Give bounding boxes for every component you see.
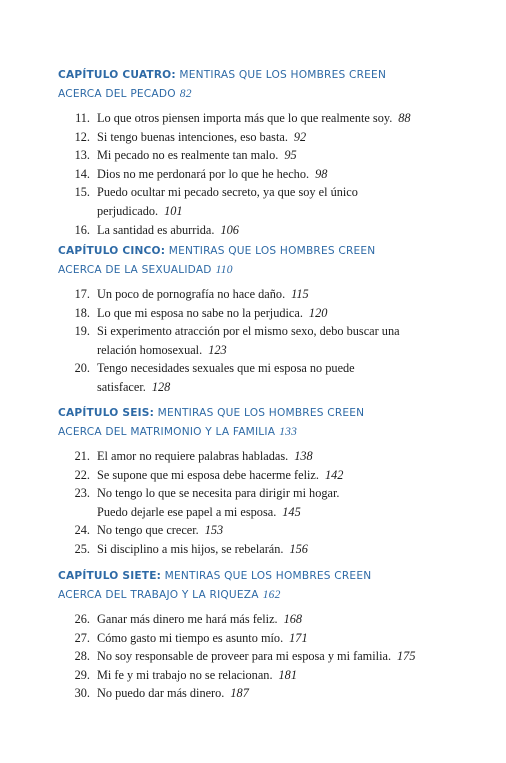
entry-text: Mi fe y mi trabajo no se relacionan.	[97, 667, 273, 682]
toc-entry	[58, 540, 458, 559]
entry-number: 15.	[74, 185, 90, 200]
entry-page-number: 171	[289, 630, 308, 645]
entry-text: Lo que otros piensen importa más que lo que realmente soy.	[97, 111, 393, 125]
toc-entry	[58, 128, 458, 147]
entry-page-number: 95	[284, 148, 297, 163]
chapter-page-number: 133	[279, 426, 298, 438]
entry-number: 26.	[74, 612, 90, 626]
entry-text: El amor no requiere palabras habladas.	[97, 449, 289, 463]
entry-page-number: 175	[397, 649, 416, 664]
entry-list	[58, 285, 458, 397]
entry-text: Se supone que mi esposa debe hacerme feliz.	[97, 467, 319, 482]
entry-page-number: 168	[283, 612, 303, 626]
entry-page-number: 187	[230, 686, 249, 701]
toc-entry	[58, 666, 458, 685]
toc-entry	[58, 447, 458, 466]
entry-text-continued: Puedo dejarle ese papel a mi esposa.	[97, 504, 277, 519]
entry-page-number: 138	[294, 449, 313, 463]
toc-entry	[58, 109, 458, 128]
entry-number: 18.	[74, 305, 90, 320]
entry-text: No tengo que crecer.	[97, 523, 199, 538]
entry-text: Dios no me perdonará por lo que he hecho.	[97, 166, 310, 181]
entry-page-number: 101	[164, 203, 183, 218]
toc-entry	[58, 466, 458, 485]
entry-text-continued: relación homosexual.	[97, 342, 203, 357]
entry-page-number: 128	[151, 379, 171, 394]
entry-number: 16.	[74, 222, 90, 237]
chapter-heading	[58, 242, 458, 280]
chapter-title-line2: ACERCA DEL PECADO	[58, 88, 176, 100]
toc-entry	[58, 146, 458, 165]
entry-text-continued: satisfacer.	[97, 379, 146, 394]
entry-page-number: 123	[208, 342, 227, 357]
entry-number: 11.	[75, 111, 90, 125]
chapter-block	[58, 404, 458, 559]
toc-entry	[58, 647, 458, 666]
toc-entry	[58, 304, 458, 323]
entry-page-number: 142	[324, 467, 344, 482]
entry-list	[58, 610, 458, 703]
entry-text: Mi pecado no es realmente tan malo.	[97, 148, 279, 163]
entry-page-number: 88	[398, 111, 411, 125]
entry-number: 28.	[74, 649, 90, 664]
chapter-heading	[58, 567, 458, 605]
entry-text: La santidad es aburrida.	[97, 222, 215, 237]
entry-number: 23.	[74, 486, 90, 501]
entry-page-number: 156	[289, 541, 308, 556]
entry-text: No puedo dar más dinero.	[97, 686, 225, 701]
chapter-block	[58, 567, 458, 703]
entry-number: 29.	[74, 667, 90, 682]
entry-number: 27.	[74, 630, 90, 645]
entry-page-number: 106	[220, 222, 239, 237]
entry-text: Un poco de pornografía no hace daño.	[97, 287, 286, 301]
chapter-label: CAPÍTULO SEIS:	[58, 407, 155, 419]
entry-page-number: 115	[291, 287, 309, 301]
entry-list	[58, 109, 458, 239]
entry-number: 19.	[74, 324, 90, 339]
entry-text: Si tengo buenas intenciones, eso basta.	[97, 129, 288, 144]
toc-entry	[58, 285, 458, 304]
chapter-label: CAPÍTULO CUATRO:	[58, 69, 176, 81]
chapter-heading	[58, 404, 458, 442]
toc-entry	[58, 183, 458, 220]
entry-number: 21.	[74, 449, 90, 463]
chapter-title-line2: ACERCA DE LA SEXUALIDAD	[58, 264, 212, 276]
toc-entry	[58, 165, 458, 184]
chapter-title-line1: MENTIRAS QUE LOS HOMBRES CREEN	[179, 69, 387, 81]
entry-page-number: 92	[293, 129, 307, 144]
toc-entry	[58, 484, 458, 521]
chapter-page-number: 82	[179, 88, 192, 100]
entry-text: Ganar más dinero me hará más feliz.	[97, 612, 278, 626]
toc-entry	[58, 521, 458, 540]
entry-page-number: 153	[204, 523, 224, 538]
toc-entry	[58, 322, 458, 359]
chapter-block	[58, 242, 458, 397]
entry-text: Si disciplino a mis hijos, se rebelarán.	[97, 541, 284, 556]
chapter-title-line2: ACERCA DEL TRABAJO Y LA RIQUEZA	[58, 589, 259, 601]
chapter-heading	[58, 66, 458, 104]
entry-text-continued: perjudicado.	[97, 203, 159, 218]
entry-text: Si experimento atracción por el mismo sexo, debo buscar una	[97, 324, 400, 339]
chapter-title-line1: MENTIRAS QUE LOS HOMBRES CREEN	[164, 570, 372, 582]
chapter-title-line1: MENTIRAS QUE LOS HOMBRES CREEN	[168, 245, 376, 257]
chapter-page-number: 162	[262, 589, 281, 601]
entry-list	[58, 447, 458, 559]
entry-text: No tengo lo que se necesita para dirigir mi hogar.	[97, 486, 340, 501]
toc-entry	[58, 610, 458, 629]
entry-text: Cómo gasto mi tiempo es asunto mío.	[97, 630, 284, 645]
entry-number: 24.	[74, 523, 90, 538]
entry-text: Tengo necesidades sexuales que mi esposa no puede	[97, 361, 355, 376]
entry-text: Puedo ocultar mi pecado secreto, ya que soy el único	[97, 185, 358, 200]
entry-number: 12.	[74, 129, 90, 144]
entry-text: Lo que mi esposa no sabe no la perjudica.	[97, 305, 303, 320]
chapter-title-line1: MENTIRAS QUE LOS HOMBRES CREEN	[157, 407, 365, 419]
chapter-title-line2: ACERCA DEL MATRIMONIO Y LA FAMILIA	[58, 426, 276, 438]
chapter-label: CAPÍTULO CINCO:	[58, 245, 166, 257]
entry-page-number: 181	[278, 667, 297, 682]
entry-number: 22.	[74, 467, 90, 482]
entry-number: 30.	[74, 686, 90, 701]
entry-page-number: 98	[315, 166, 328, 181]
toc-entry	[58, 221, 458, 240]
entry-number: 25.	[74, 541, 90, 556]
chapter-page-number: 110	[215, 264, 233, 276]
chapter-block	[58, 66, 458, 239]
entry-number: 13.	[74, 148, 90, 163]
toc-entry	[58, 629, 458, 648]
entry-text: No soy responsable de proveer para mi esposa y mi familia.	[97, 649, 392, 664]
entry-number: 20.	[74, 361, 90, 376]
entry-number: 17.	[74, 287, 90, 301]
entry-page-number: 120	[308, 305, 328, 320]
chapter-label: CAPÍTULO SIETE:	[58, 570, 162, 582]
entry-number: 14.	[74, 166, 90, 181]
entry-page-number: 145	[282, 504, 301, 519]
toc-entry	[58, 359, 458, 396]
toc-entry	[58, 684, 458, 703]
